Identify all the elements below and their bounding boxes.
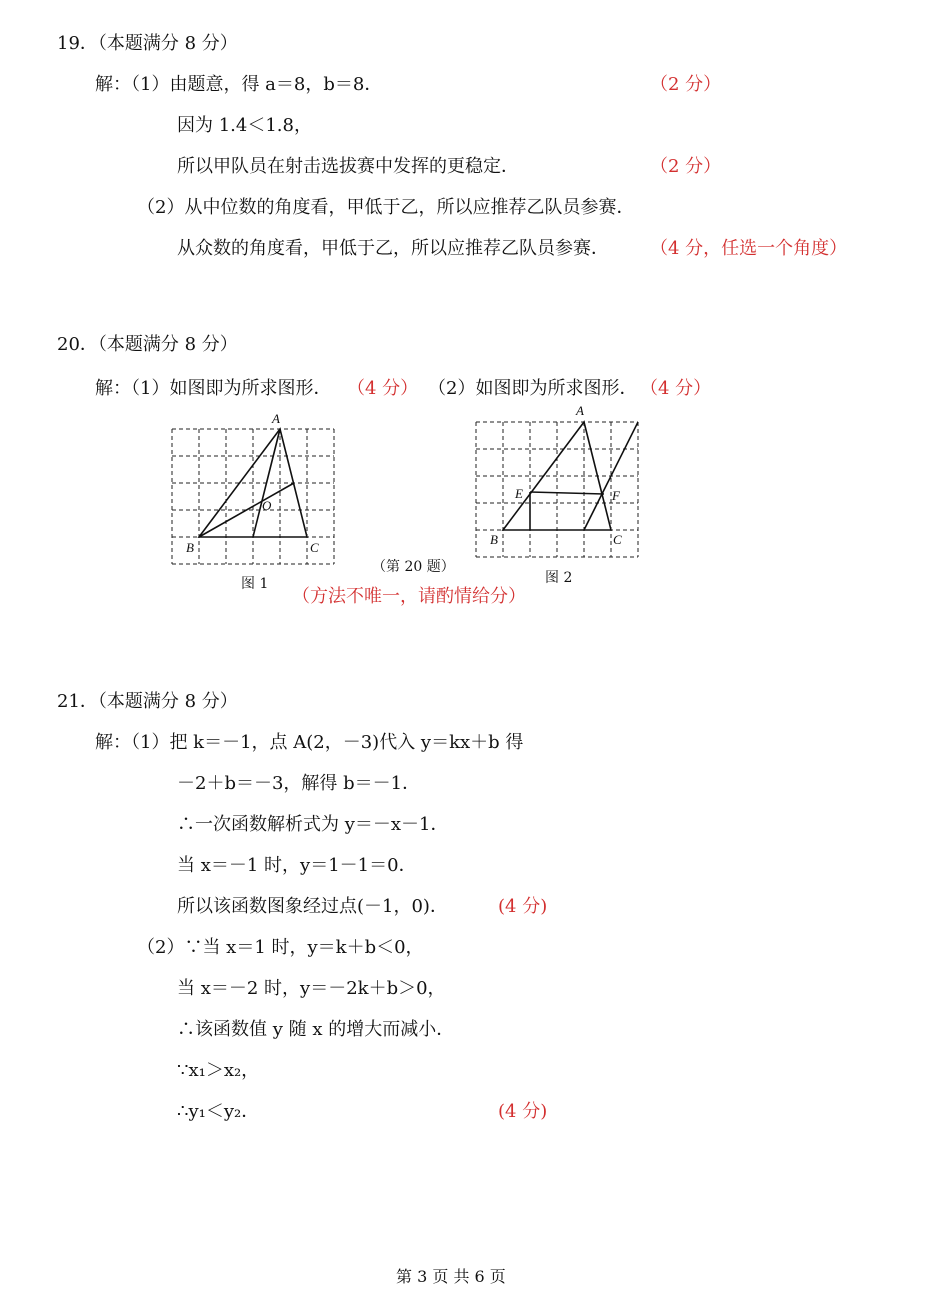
fig1-label-a: A [272,411,280,426]
q21-line-4: 当 x＝－1 时，y＝1－1＝0． [177,855,417,876]
q19-line-4: （2）从中位数的角度看，甲低于乙，所以应推荐乙队员参赛． [137,197,635,218]
q21-line-8: ∴该函数值 y 随 x 的增大而减小． [177,1019,455,1040]
q21-line-10: ∴y₁＜y₂． [177,1101,260,1122]
fig2-label-c: C [613,532,622,547]
fig1-label-o: O [262,498,272,513]
fig-title: （第 20 题） [372,559,455,575]
q21-line-9: ∵x₁＞x₂， [177,1060,260,1081]
q21-line-1: 解：（1）把 k＝－1，点 A(2，－3)代入 y＝kx＋b 得 [95,732,524,753]
q20-heading: 20．（本题满分 8 分） [57,334,238,355]
fig2-caption: 图 2 [545,570,573,586]
q21-line-7: 当 x＝－2 时，y＝－2k＋b＞0， [177,978,446,999]
q19-score-2: （2 分） [650,156,722,177]
q20-score-1: （4 分） [347,378,419,399]
q21-line-2: －2＋b＝－3，解得 b＝－1． [177,773,421,794]
fig1-caption: 图 1 [241,576,269,592]
figure-2 [476,402,646,562]
q19-score-1: （2 分） [650,74,722,95]
q21-line-5: 所以该函数图象经过点(－1，0)． [177,896,448,917]
fig1-label-c: C [310,540,319,555]
q19-heading: 19．（本题满分 8 分） [57,33,238,54]
fig2-label-a: A [576,403,584,418]
fig2-label-f: F [612,488,620,503]
q20-line-1a: 解：（1）如图即为所求图形． [95,378,332,399]
q21-score-2: (4 分) [498,1101,548,1122]
q19-line-2: 因为 1.4＜1.8， [177,115,312,136]
figure-1 [172,408,342,568]
q19-line-3: 所以甲队员在射击选拔赛中发挥的更稳定． [177,156,519,177]
q21-score-1: (4 分) [498,896,548,917]
q19-score-3: （4 分，任选一个角度） [650,238,848,259]
q21-heading: 21．（本题满分 8 分） [57,691,238,712]
q21-line-3: ∴一次函数解析式为 y＝－x－1． [177,814,449,835]
q21-line-6: （2）∵当 x＝1 时，y＝k＋b＜0， [137,937,424,958]
q19-line-5: 从众数的角度看，甲低于乙，所以应推荐乙队员参赛． [177,238,609,259]
fig2-label-b: B [490,532,498,547]
q20-line-1b: （2）如图即为所求图形． [428,378,638,399]
q20-note: （方法不唯一，请酌情给分） [292,586,526,607]
fig2-label-e: E [515,486,523,501]
fig1-label-b: B [186,540,194,555]
page-footer: 第 3 页 共 6 页 [396,1267,506,1286]
q20-score-2: （4 分） [640,378,712,399]
q19-line-1: 解：（1）由题意，得 a＝8，b＝8． [95,74,383,95]
